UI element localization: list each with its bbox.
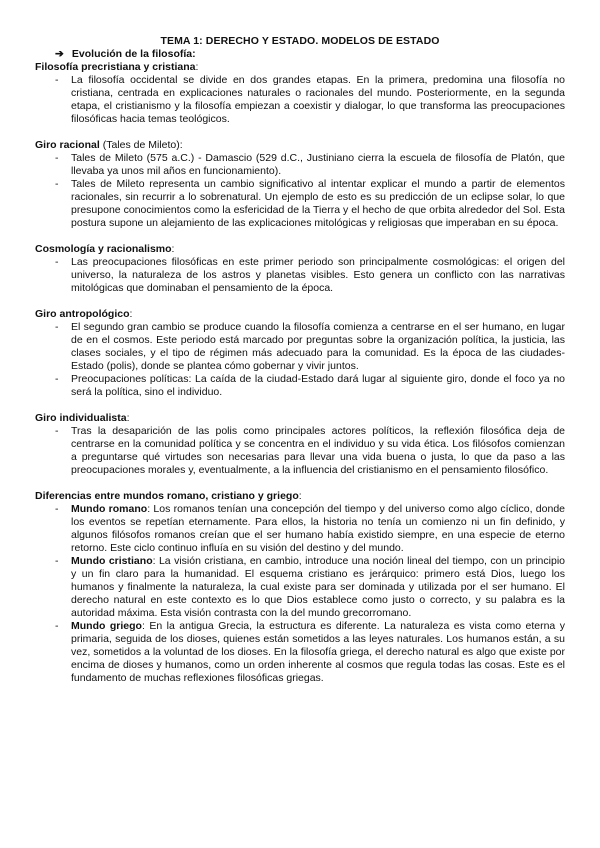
list-item xyxy=(35,256,565,295)
section-heading xyxy=(35,139,565,152)
bullet-list xyxy=(35,74,565,126)
section-heading-title: Giro individualista xyxy=(35,412,127,424)
section-heading-suffix: : xyxy=(126,412,130,424)
list-item xyxy=(35,321,565,373)
bullet-list xyxy=(35,321,565,399)
section-heading xyxy=(35,490,565,503)
list-item xyxy=(35,620,565,685)
list-item xyxy=(35,74,565,126)
section-subtitle: ➔ Evolución de la filosofía: xyxy=(55,48,196,60)
dash-bullet-icon: - xyxy=(55,620,59,632)
list-item-text: El segundo gran cambio se produce cuando la filosofía comienza a centrarse en el ser humano, en lugar de en el cosmos. Este periodo está marcado por preguntas sobre la organización política, la justicia, las clases sociales, y el tipo de régimen más adecuado para la comunidad. Es la época de las ciudades-Estado (polis), donde se plantea cómo gobernar y vivir juntos. xyxy=(71,321,565,372)
list-item-text: : En la antigua Grecia, la estructura es diferente. La naturaleza es vista como eterna y primaria, seguida de los dioses, quienes están sometidos a las leyes naturales. Los humanos están, a su vez, sometidos a la voluntad de los dioses. En la filosofía griega, el derecho natural es algo que existe por encima de dioses y humanos, como un orden inherente al cosmos que regula todas las cosas. Este es el fundamento de muchas reflexiones filosóficas griegas. xyxy=(71,620,565,684)
list-item xyxy=(35,152,565,178)
list-item-lead: Mundo griego xyxy=(71,620,142,632)
section-heading xyxy=(35,61,565,74)
dash-bullet-icon: - xyxy=(55,321,59,333)
section-heading xyxy=(35,243,565,256)
bullet-list xyxy=(35,152,565,230)
section-heading-suffix: : xyxy=(171,243,175,255)
dash-bullet-icon: - xyxy=(55,373,59,385)
document-page xyxy=(35,35,565,685)
section-heading-title: Giro antropológico xyxy=(35,308,130,320)
section-heading xyxy=(35,308,565,321)
subtitle-text: Evolución de la filosofía xyxy=(71,48,193,60)
section-gap xyxy=(35,477,565,490)
list-item-text: Preocupaciones políticas: La caída de la ciudad-Estado dará lugar al siguiente giro, donde el foco ya no será la política, sino el individuo. xyxy=(71,373,565,398)
section-gap xyxy=(35,126,565,139)
list-item-text: Tales de Mileto (575 a.C.) - Damascio (529 d.C., Justiniano cierra la escuela de filosofía de Platón, que llevaba ya unos mil años en funcionamiento). xyxy=(71,152,565,177)
list-item-text: : Los romanos tenían una concepción del tiempo y del universo como algo cíclico, donde los eventos se repetían eternamente. Para ellos, la historia no tenía un comienzo ni un fin definido, y algunos filósofos romanos creían que el ser humano había existido siempre, en una especie de eterno retorno. Este ciclo continuo influía en su visión del destino y del mundo. xyxy=(71,503,565,554)
list-item xyxy=(35,555,565,620)
list-item-lead: Mundo romano xyxy=(71,503,148,515)
list-item-text: Tales de Mileto representa un cambio significativo al intentar explicar el mundo a partir de elementos racionales, sin recurrir a lo sobrenatural. Un ejemplo de esto es su predicción de un eclipse solar, lo que presupone conocimientos como la esfericidad de la Tierra y el hecho de que orbita alrededor del Sol. Esta postura supone un alejamiento de las explicaciones mitológicas y religiosas que imperaban en su época. xyxy=(71,178,565,229)
page-title: TEMA 1: DERECHO Y ESTADO. MODELOS DE ESTADO xyxy=(160,35,440,47)
dash-bullet-icon: - xyxy=(55,256,59,268)
section-heading-suffix: : xyxy=(129,308,133,320)
section-heading-suffix: : xyxy=(195,61,199,73)
dash-bullet-icon: - xyxy=(55,74,59,86)
section-heading-suffix: (Tales de Mileto): xyxy=(99,139,183,151)
list-item-lead: Mundo cristiano xyxy=(71,555,153,567)
dash-bullet-icon: - xyxy=(55,555,59,567)
list-item-text: : La visión cristiana, en cambio, introduce una noción lineal del tiempo, con un principio y un fin claro para la humanidad. El esquema cristiano es jerárquico: primero está Dios, luego los humanos y finalmente la naturaleza, la cual existe para ser dominada y utilizada por el ser humano. El derecho natural en este contexto es lo que Dios establece como justo o correcto, y su palabra es la autoridad máxima. Esta visión contrasta con la del mundo grecorromano. xyxy=(71,555,565,619)
section-heading-title: Cosmología y racionalismo xyxy=(35,243,172,255)
section-heading-title: Filosofía precristiana y cristiana xyxy=(35,61,196,73)
list-item xyxy=(35,178,565,230)
section-heading-title: Giro racional xyxy=(35,139,100,151)
section-heading-title: Diferencias entre mundos romano, cristiano y griego xyxy=(35,490,299,502)
section-heading xyxy=(35,412,565,425)
sections-container xyxy=(35,61,565,685)
bullet-list xyxy=(35,503,565,685)
section-gap xyxy=(35,399,565,412)
list-item-text: Las preocupaciones filosóficas en este primer periodo son principalmente cosmológicas: el origen del universo, la naturaleza de los astros y planetas visibles. Esto genera un conflicto con las narrativas mitológicas que dominaban el pensamiento de la época. xyxy=(71,256,565,294)
bullet-list xyxy=(35,425,565,477)
list-item xyxy=(35,373,565,399)
dash-bullet-icon: - xyxy=(55,178,59,190)
section-heading-suffix: : xyxy=(298,490,302,502)
arrow-right-icon: ➔ xyxy=(55,48,64,60)
list-item-text: La filosofía occidental se divide en dos grandes etapas. En la primera, predomina una filosofía no cristiana, centrada en explicaciones naturales o racionales del mundo. Posteriormente, en la segunda etapa, el cristianismo y la filosofía empiezan a coexistir y dialogar, lo que transforma las preocupaciones filosóficas hacia temas teológicos. xyxy=(71,74,565,125)
list-item xyxy=(35,503,565,555)
dash-bullet-icon: - xyxy=(55,152,59,164)
list-item-text: Tras la desaparición de las polis como principales actores políticos, la reflexión filosófica deja de centrarse en la comunidad política y se concentra en el individuo y su vida ética. Los filósofos comienzan a preguntarse qué virtudes son necesarias para llevar una vida buena o justa, lo que da paso a las preocupaciones morales y, eventualmente, a la influencia del cristianismo en el pensamiento filosófico. xyxy=(71,425,565,476)
list-item xyxy=(35,425,565,477)
dash-bullet-icon: - xyxy=(55,503,59,515)
dash-bullet-icon: - xyxy=(55,425,59,437)
section-gap xyxy=(35,230,565,243)
bullet-list xyxy=(35,256,565,295)
section-gap xyxy=(35,295,565,308)
